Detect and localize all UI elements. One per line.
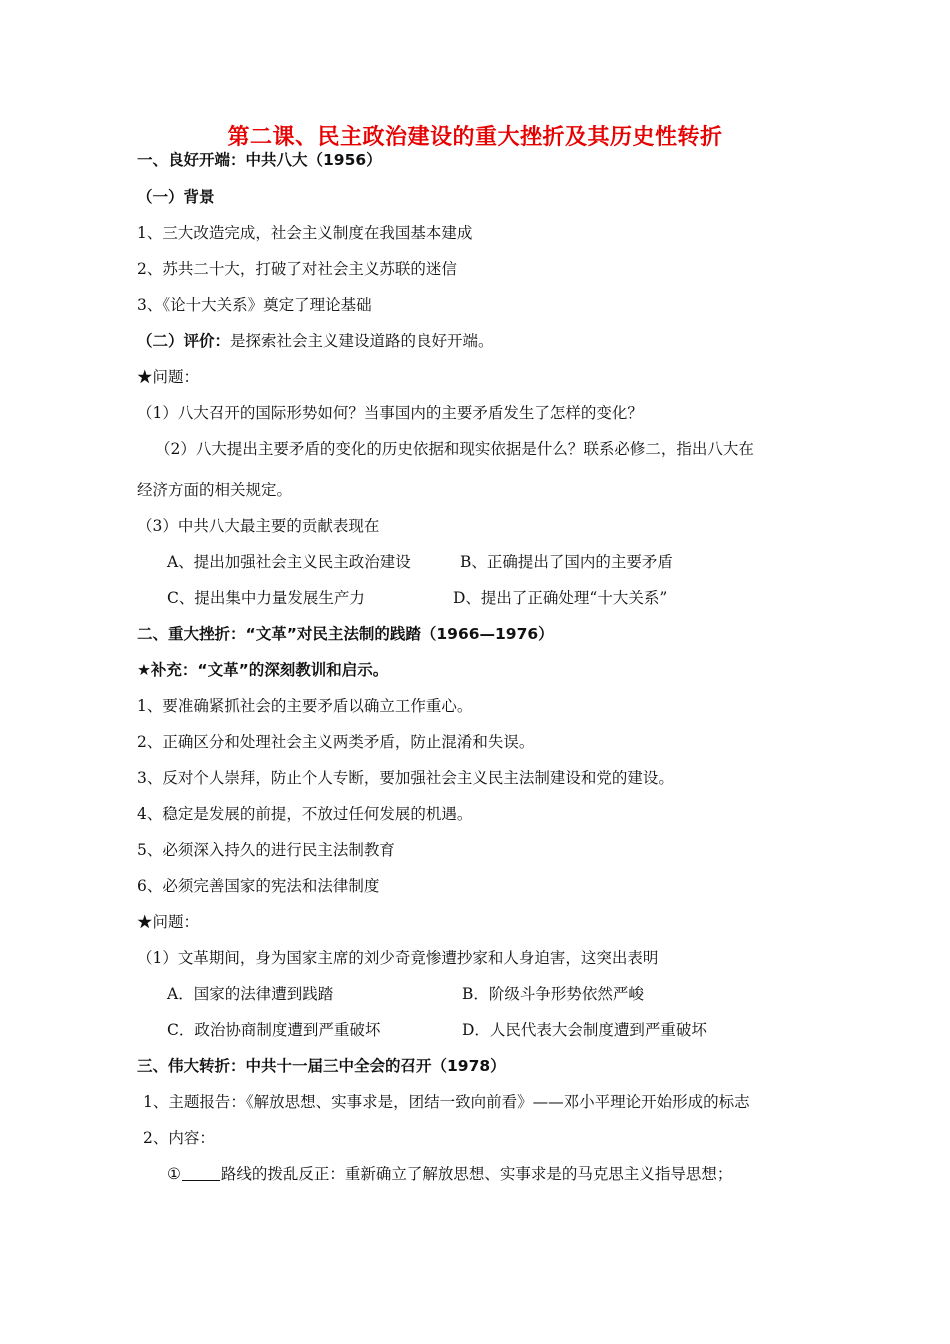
- question-3-option-c: C、提出集中力量发展生产力: [167, 589, 365, 607]
- report-item: 1、主题报告：《解放思想、实事求是，团结一致向前看》——邓小平理论开始形成的标志: [143, 1093, 750, 1111]
- section-3-heading: 三、伟大转折：中共十一届三中全会的召开（1978）: [137, 1057, 506, 1075]
- question-1: （1）文革期间，身为国家主席的刘少奇竟惨遭抄家和人身迫害，这突出表明: [137, 949, 659, 967]
- lesson-item: 4、稳定是发展的前提，不放过任何发展的机遇。: [137, 805, 473, 823]
- background-heading: （一）背景: [137, 188, 215, 206]
- background-item: 1、三大改造完成，社会主义制度在我国基本建成: [137, 224, 473, 242]
- evaluation-text: 是探索社会主义建设道路的良好开端。: [230, 332, 494, 350]
- question-1: （1）八大召开的国际形势如何？当事国内的主要矛盾发生了怎样的变化？: [137, 404, 643, 422]
- section-1-heading: 一、良好开端：中共八大（1956）: [137, 151, 382, 169]
- content-item: 2、内容：: [143, 1129, 215, 1147]
- question-label: ★问题：: [137, 913, 200, 931]
- evaluation-line: [137, 331, 494, 351]
- background-item: 3、《论十大关系》奠定了理论基础: [137, 296, 372, 314]
- question-1-option-c: C．政治协商制度遭到严重破坏: [167, 1021, 381, 1039]
- content-sub-item: [167, 1164, 732, 1184]
- supplement-heading: ★补充：“文革”的深刻教训和启示。: [137, 661, 389, 679]
- lesson-item: 2、正确区分和处理社会主义两类矛盾，防止混淆和失误。: [137, 733, 535, 751]
- question-1-option-b: B．阶级斗争形势依然严峻: [462, 985, 644, 1003]
- document-title: 第二课、民主政治建设的重大挫折及其历史性转折: [227, 125, 723, 150]
- question-1-option-a: A．国家的法律遭到践踏: [167, 985, 334, 1003]
- question-1-option-d: D．人民代表大会制度遭到严重破坏: [462, 1021, 707, 1039]
- lesson-item: 5、必须深入持久的进行民主法制教育: [137, 841, 395, 859]
- sub-item-marker: ①: [167, 1165, 181, 1183]
- lesson-item: 1、要准确紧抓社会的主要矛盾以确立工作重心。: [137, 697, 473, 715]
- question-3: （3）中共八大最主要的贡献表现在: [137, 517, 380, 535]
- sub-item-text: 路线的拨乱反正：重新确立了解放思想、实事求是的马克思主义指导思想；: [220, 1165, 733, 1183]
- evaluation-label: （二）评价：: [137, 332, 231, 350]
- question-2-line-2: 经济方面的相关规定。: [137, 481, 293, 499]
- question-3-option-d: D、提出了正确处理“十大关系”: [453, 589, 668, 607]
- background-item: 2、苏共二十大，打破了对社会主义苏联的迷信: [137, 260, 457, 278]
- fill-in-blank[interactable]: [182, 1164, 220, 1181]
- question-3-option-a: A、提出加强社会主义民主政治建设: [167, 553, 411, 571]
- lesson-item: 3、反对个人崇拜，防止个人专断，要加强社会主义民主法制建设和党的建设。: [137, 769, 674, 787]
- question-3-option-b: B、正确提出了国内的主要矛盾: [460, 553, 673, 571]
- lesson-item: 6、必须完善国家的宪法和法律制度: [137, 877, 380, 895]
- question-2-line-1: （2）八大提出主要矛盾的变化的历史依据和现实依据是什么？联系必修二，指出八大在: [155, 440, 754, 458]
- question-label: ★问题：: [137, 368, 200, 386]
- section-2-heading: 二、重大挫折：“文革”对民主法制的践踏（1966—1976）: [137, 625, 554, 643]
